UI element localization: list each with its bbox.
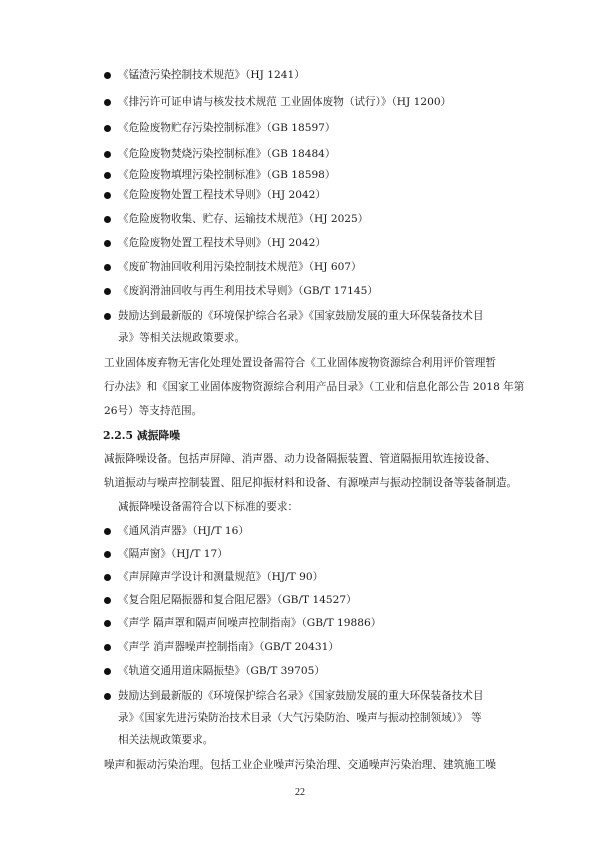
section-heading: 2.2.5 减振降噪 [103, 429, 181, 442]
bullet-icon [104, 125, 111, 132]
bullet-icon [104, 644, 111, 651]
bullet-icon [104, 99, 111, 106]
bullet-icon [104, 240, 111, 247]
bullet-icon [104, 597, 111, 604]
list-item: 《危险废物贮存污染控制标准》（GB 18597） [118, 121, 336, 136]
list-item: 《声学 隔声罩和隔声间噪声控制指南》（GB/T 19886） [118, 616, 381, 631]
bullet-icon [104, 551, 111, 558]
list-item: 《通风消声器》（HJ/T 16） [118, 524, 249, 539]
bullet-icon [104, 264, 111, 271]
bullet-icon [104, 313, 111, 320]
bullet-icon [104, 693, 111, 700]
bullet-icon [104, 216, 111, 223]
list-item: 《隔声窗》（HJ/T 17） [118, 547, 228, 562]
page-number: 22 [295, 787, 305, 798]
list-item: 《锰渣污染控制技术规范》（HJ 1241） [118, 68, 305, 83]
list-item: 《废矿物油回收利用污染控制技术规范》（HJ 607） [118, 260, 362, 275]
bullet-icon [104, 151, 111, 158]
list-item-continuation: 录》《国家先进污染防治技术目录（大气污染防治、噪声与振动控制领域）》 等 [118, 712, 482, 724]
bullet-icon [104, 192, 111, 199]
paragraph-line: 26号）等支持范围。 [104, 405, 203, 417]
list-item: 《排污许可证申请与核发技术规范 工业固体废物（试行）》（HJ 1200） [118, 95, 451, 110]
list-item: 《危险废物填埋污染控制标准》（GB 18598） [118, 168, 336, 183]
list-item-continuation: 录》等相关法规政策要求。 [118, 332, 246, 344]
bullet-icon [104, 288, 111, 295]
paragraph-line: 行办法》和《国家工业固体废物资源综合利用产品目录》（工业和信息化部公告 2018 年第 [104, 381, 525, 393]
list-item: 《危险废物焚烧污染控制标准》（GB 18484） [118, 147, 336, 162]
list-item: 《危险废物处置工程技术导则》（HJ 2042） [118, 236, 326, 251]
bullet-icon [104, 172, 111, 179]
list-item: 鼓励达到最新版的《环境保护综合名录》《国家鼓励发展的重大环保装备技术目 [118, 689, 483, 704]
paragraph-line: 减振降噪设备。包括声屏障、消声器、动力设备隔振装置、管道隔振用软连接设备、 [104, 453, 496, 465]
bullet-icon [104, 574, 111, 581]
list-item: 《危险废物处置工程技术导则》（HJ 2042） [118, 188, 326, 203]
paragraph-line: 减振降噪设备需符合以下标准的要求： [118, 501, 299, 513]
bullet-icon [104, 620, 111, 627]
list-item: 《危险废物收集、贮存、运输技术规范》（HJ 2025） [118, 212, 368, 227]
list-item: 《废润滑油回收与再生利用技术导则》（GB/T 17145） [118, 284, 378, 299]
list-item-continuation: 相关法规政策要求。 [118, 734, 214, 746]
paragraph-line: 噪声和振动污染治理。包括工业企业噪声污染治理、交通噪声污染治理、建筑施工噪 [104, 759, 496, 771]
list-item: 《声学 消声器噪声控制指南》（GB/T 20431） [118, 640, 339, 655]
list-item: 鼓励达到最新版的《环境保护综合名录》《国家鼓励发展的重大环保装备技术目 [118, 309, 483, 324]
list-item: 《轨道交通用道床隔振垫》（GB/T 39705） [118, 664, 325, 679]
paragraph-line: 轨道振动与噪声控制装置、阻尼抑振材料和设备、有源噪声与振动控制设备等装备制造。 [104, 477, 518, 489]
paragraph-line: 工业固体废弃物无害化处理处置设备需符合《工业固体废物资源综合利用评价管理暂 [104, 357, 496, 369]
list-item: 《复合阻尼隔振器和复合阻尼器》（GB/T 14527） [118, 593, 357, 608]
bullet-icon [104, 528, 111, 535]
list-item: 《声屏障声学设计和测量规范》（HJ/T 90） [118, 570, 323, 585]
bullet-icon [104, 668, 111, 675]
bullet-icon [104, 72, 111, 79]
